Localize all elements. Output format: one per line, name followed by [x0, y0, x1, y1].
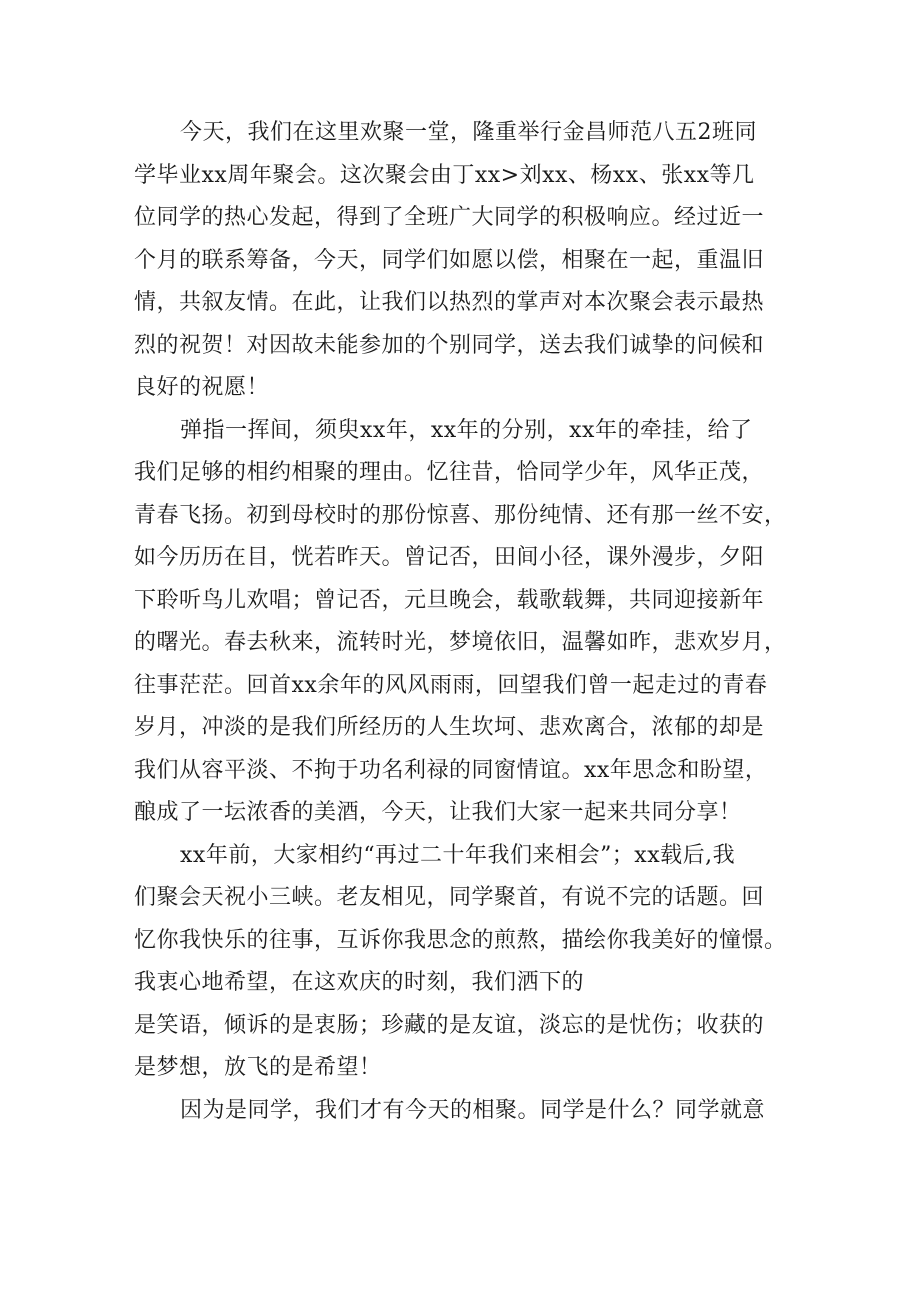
text-line: 弹指一挥间，须臾xx年，xx年的分别，xx年的牵挂，给了	[180, 417, 753, 443]
text-line: 今天，我们在这里欢聚一堂，隆重举行金昌师范八五2班同	[180, 120, 757, 145]
text-line: 学毕业xx周年聚会。这次聚会由丁xx>刘xx、杨xx、张xx等几	[134, 162, 755, 188]
text-line: 如今历历在目，恍若昨天。曾记否，田间小径，课外漫步，夕阳	[134, 545, 765, 570]
paragraph-1	[134, 112, 794, 410]
text-line: 情，共叙友情。在此，让我们以热烈的掌声对本次聚会表示最热	[134, 290, 765, 315]
text-line: 因为是同学，我们才有今天的相聚。同学是什么？同学就意	[180, 1097, 766, 1123]
text-line: 我们从容平淡、不拘于功名利禄的同窗情谊。xx年思念和盼望，	[134, 757, 768, 783]
text-line: 们聚会天祝小三峡。老友相见，同学聚首，有说不完的话题。回	[134, 885, 765, 910]
text-line: 忆你我快乐的往事，互诉你我思念的煎熬，描绘你我美好的憧憬。	[134, 927, 787, 953]
document-body	[134, 112, 794, 1132]
text-line: 我们足够的相约相聚的理由。忆往昔，恰同学少年，风华正茂，	[134, 460, 765, 485]
text-line: 酿成了一坛浓香的美酒，今天，让我们大家一起来共同分享！	[134, 800, 742, 825]
paragraph-4	[134, 1090, 794, 1133]
text-line: 良好的祝愿！	[134, 375, 270, 400]
text-line: 是笑语，倾诉的是衷肠；珍藏的是友谊，淡忘的是忧伤；收获的	[134, 1012, 765, 1038]
text-line: 青春飞扬。初到母校时的那份惊喜、那份纯情、还有那一丝不安，	[134, 502, 787, 528]
text-line: 是梦想，放飞的是希望！	[134, 1055, 382, 1080]
text-line: 个月的联系筹备，今天，同学们如愿以偿，相聚在一起，重温旧	[134, 247, 765, 273]
text-line: 位同学的热心发起，得到了全班广大同学的积极响应。经过近一	[134, 205, 765, 230]
text-line: 我衷心地希望，在这欢庆的时刻，我们洒下的	[134, 970, 585, 995]
text-line: 下聆听鸟儿欢唱；曾记否，元旦晚会，载歌载舞，共同迎接新年	[134, 587, 765, 613]
text-line: 往事茫茫。回首xx余年的风风雨雨，回望我们曾一起走过的青春	[134, 672, 768, 698]
text-line: 烈的祝贺！对因故未能参加的个别同学，送去我们诚挚的问候和	[134, 332, 765, 358]
text-line: 岁月，冲淡的是我们所经历的人生坎坷、悲欢离合，浓郁的却是	[134, 715, 765, 740]
paragraph-2	[134, 410, 794, 835]
text-line: xx年前，大家相约“再过二十年我们来相会”；xx载后,我	[180, 842, 736, 868]
text-line: 的曙光。春去秋来，流转时光，梦境依旧，温馨如昨，悲欢岁月，	[134, 630, 787, 655]
paragraph-3	[134, 835, 794, 1090]
